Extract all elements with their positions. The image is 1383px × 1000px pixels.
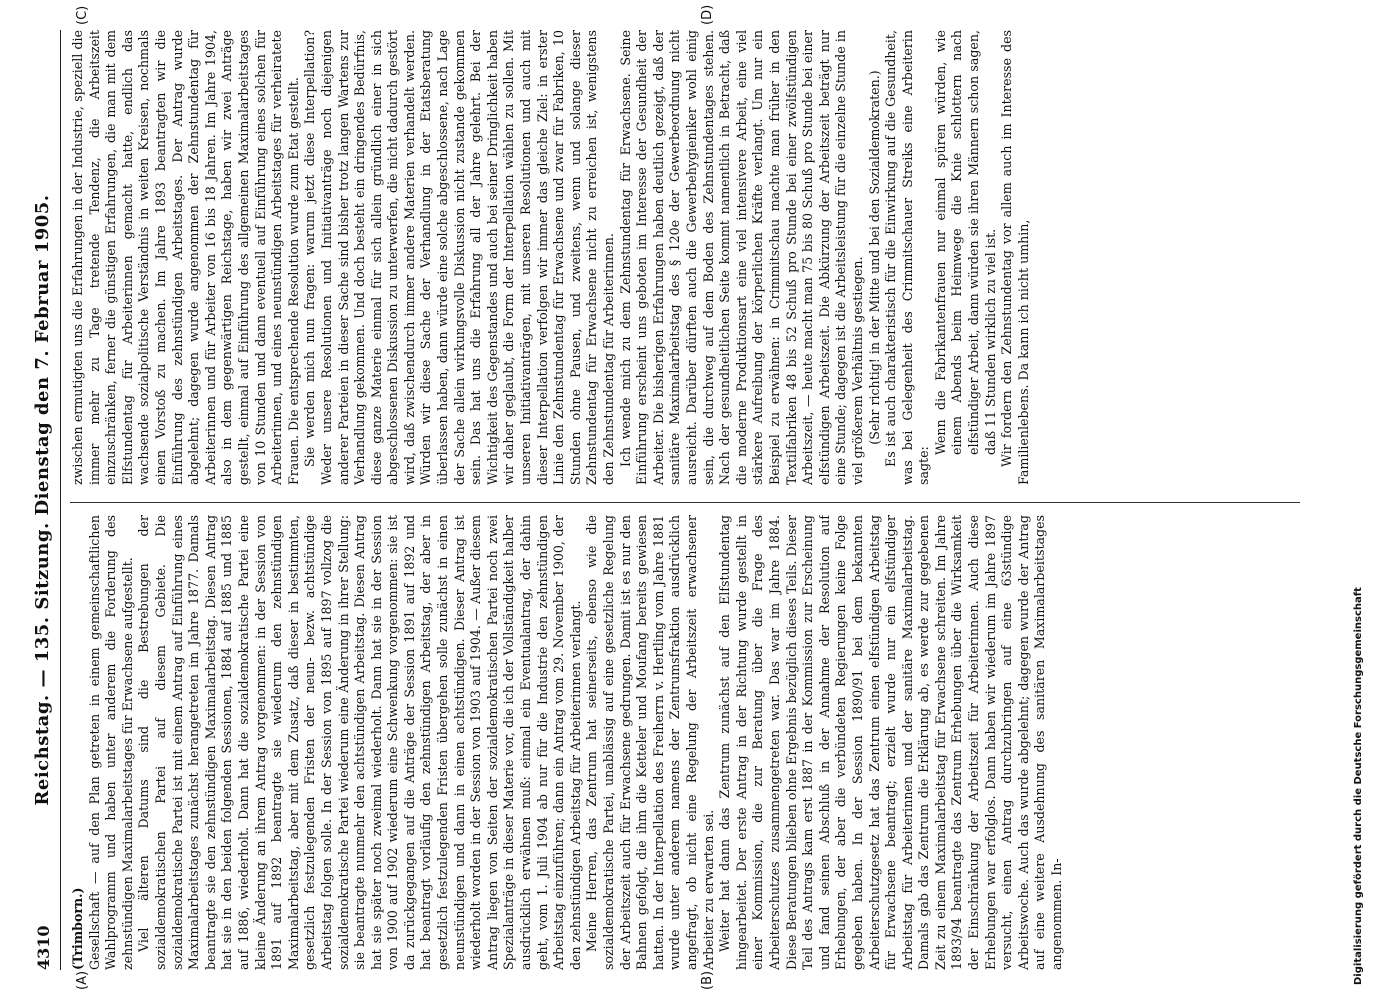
paragraph: zwischen ermutigten uns die Erfahrungen in der Industrie, speziell die immer mehr zu Tage tretende Tendenz, die Arbeitszeit einzuschränken, ferner die günstigen Erfahrungen, die man mit dem Elfstundentag für Arbeiterinnen gemacht hatte, endlich das wachsende sozialpolitische Verständnis in weiten Kreisen, nochmals einen Vorstoß zu machen. Im Jahre 1893 beantragten wir die Einführung des zehnstündigen Arbeitstages. Der Antrag wurde abgelehnt; dagegen wurde angenommen der Zehnstundentag für Arbeiterinnen und für Arbeiter von 16 bis 18 Jahren. Im Jahre 1904, also in dem gegenwärtigen Reichstage, haben wir zwei Anträge gestellt, einmal auf Einführung des allgemeinen Maximalarbeitstages von 10 Stunden und dann eventuell auf Einführung eines solchen für Arbeiterinnen, und eines neunstündigen Arbeitstages für verheiratete Frauen. Die entsprechende Resolution wurde zum Etat gestellt. <box>70 30 301 485</box>
margin-marker-d: (D) <box>700 4 715 25</box>
paragraph: Es ist auch charakteristisch für die Einwirkung auf die Gesundheit, was bei Gelegenheit des Crimmitschauer Streiks eine Arbeiterin sagte: <box>883 30 932 485</box>
page-title: Reichstag. — 135. Sitzung. Dienstag den 7. Februar 1905. <box>32 194 53 806</box>
page-number: 4310 <box>34 925 53 970</box>
credit-sidebar <box>1348 0 1383 1000</box>
paragraph: Ich wende mich zu dem Zehnstundentag für Erwachsene. Seine Einführung erscheint uns geboten im Interesse der Gesundheit der Arbeiter. Die bisherigen Erfahrungen haben deutlich gezeigt, daß der sanitäre Maximalarbeitstag des § 120e der Gewerbeordnung nicht ausreicht. Darüber dürften auch die Gewerbehygieniker wohl einig sein, die durchweg auf dem Boden des Zehnstundentages stehen. Nach der gesundheitlichen Seite kommt namentlich in Betracht, daß die moderne Produktionsart eine viel intensivere Arbeit, eine viel stärkere Aufreibung der körperlichen Kräfte verlangt. Um nur ein Beispiel zu erwähnen: in Crimmitschau machte man früher in den Textilfabriken 48 bis 52 Schuß pro Stunde bei einer zwölfstündigen Arbeitszeit, — heute macht man 75 bis 80 Schuß pro Stunde bei einer elfstündigen Arbeitszeit. Die Abkürzung der Arbeitszeit beträgt nur eine Stunde; dagegen ist die Arbeitsleistung für die einzelne Stunde in viel größerem Verhältnis gestiegen. <box>617 30 865 485</box>
paragraph: Wir fordern den Zehnstundentag vor allem auch im Interesse des Familienlebens. Da kann ich nicht umhin, <box>999 30 1031 485</box>
margin-marker-c: (C) <box>75 5 90 25</box>
paragraph: Meine Herren, das Zentrum hat seinerseits, ebenso wie die sozialdemokratische Partei, unablässig auf eine gesetzliche Regelung der Arbeitszeit auch für Erwachsene gedrungen. Damit ist es nur den Bahnen gefolgt, die ihm die Ketteler und Moufang bereits gewiesen hatten. In der Interpellation des Freiherrn v. Hertling vom Jahre 1881 wurde unter anderem namens der Zentrumsfraktion ausdrücklich angefragt, ob nicht eine Regelung der Arbeitszeit erwachsener Arbeiter zu erwarten sei. <box>584 515 716 970</box>
digitization-credit: Digitalisierung gefördert durch die Deutsche Forschungsgemeinschaft <box>1353 587 1364 985</box>
paragraph: Gesellschaft — auf den Plan getreten in einem gemeinschaftlichen Wahlprogramm und haben unter anderem die Forderung des zehnstündigen Maximalarbeitstages für Erwachsene aufgestellt. <box>86 515 135 970</box>
right-column <box>70 30 1300 485</box>
margin-marker-b: (B) <box>700 970 715 990</box>
left-column <box>70 515 1300 970</box>
paragraph: Viel älteren Datums sind die Bestrebungen der sozialdemokratischen Partei auf diesem Gebiete. Die sozialdemokratische Partei ist mit einem Antrag auf Einführung eines Maximalarbeitstages zunächst herangetreten im Jahre 1877. Damals beantragte sie den zehnstündigen Maximalarbeitstag. Diesen Antrag hat sie in den beiden folgenden Sessionen, 1884 auf 1885 und 1885 auf 1886, wiederholt. Dann hat die sozialdemokratische Partei eine kleine Änderung an ihrem Antrag vorgenommen: in der Session von 1891 auf 1892 beantragte sie wiederum den zehnstündigen Maximalarbeitstag, aber mit dem Zusatz, daß dieser in bestimmten, gesetzlich festzulegenden Fristen der neun- bezw. achtstündige Arbeitstag folgen solle. In der Session von 1895 auf 1897 vollzog die sozialdemokratische Partei wiederum eine Änderung in ihrer Stellung: sie beantragte nunmehr den achtstündigen Arbeitstag. Diesen Antrag hat sie später noch zweimal wiederholt. Dann hat sie in der Session von 1900 auf 1902 wiederum eine Schwenkung vorgenommen: sie ist da zurückgegangen auf die Anträge der Session 1891 auf 1892 und hat beantragt vorläufig den zehnstündigen Arbeitstag, der aber in gesetzlich festzulegenden Fristen übergehen solle zunächst in einen neunstündigen und dann in einen achtstündigen. Dieser Antrag ist wiederholt worden in der Session von 1903 auf 1904. — Außer diesem Antrag liegen von Seiten der sozialdemokratischen Partei noch zwei Spezialanträge in dieser Materie vor, die ich der Vollständigkeit halber ausdrücklich erwähnen muß: einmal ein Eventualantrag, der dahin geht, vom 1. Juli 1904 ab nur für die Industrie den zehnstündigen Arbeitstag einzuführen; dann ein Antrag vom 29. November 1900, der den zehnstündigen Arbeitstag für Arbeiterinnen verlangt. <box>136 515 583 970</box>
interjection: (Sehr richtig! in der Mitte und bei den Sozialdemokraten.) <box>866 70 882 445</box>
quotation: Wenn die Fabrikantenfrauen nur einmal spüren würden, wie einem Abends beim Heimwege die Knie schlottern nach elfstündiger Arbeit, dann würden sie ihren Männern schon sagen, daß 11 Stunden wirklich zu viel ist. <box>932 30 998 455</box>
speaker-name: (Trimborn.) <box>70 887 85 970</box>
margin-marker-a: (A) <box>75 970 90 990</box>
page-header <box>28 30 61 970</box>
paragraph: Weiter hat dann das Zentrum zunächst auf den Elfstundentag hingearbeitet. Der erste Antrag in der Richtung wurde gestellt in einer Kommission, die zur Beratung über die Frage des Arbeiterschutzes zusammengetreten war. Das war im Jahre 1884. Diese Beratungen blieben ohne Ergebnis bezüglich dieses Teils. Dieser Teil des Antrags kam erst 1887 in der Kommission zur Erscheinung und fand seinen Abschluß in der Annahme der Resolution auf Erhebungen, der aber die verbündeten Regierungen keine Folge gegeben haben. In der Session 1890/91 bei dem bekannten Arbeiterschutzgesetz hat das Zentrum einen elfstündigen Arbeitstag für Erwachsene beantragt; erzielt wurde nur ein elfstündiger Arbeitstag für Arbeiterinnen und der sanitäre Maximalarbeitstag. Damals gab das Zentrum die Erklärung ab, es werde zur gegebenen Zeit zu einem Maximalarbeitstag für Erwachsene schreiten. Im Jahre 1893/94 beantragte das Zentrum Erhebungen über die Wirksamkeit der Einschränkung der Arbeitszeit für Arbeiterinnen. Auch diese Erhebungen war erfolglos. Dann haben wir wiederum im Jahre 1897 versucht, einen Antrag durchzubringen auf eine 63stündige Arbeitswoche. Auch das wurde abgelehnt; dagegen wurde der Antrag auf eine weitere Ausdehnung des sanitären Maximalarbeitstages angenommen. In- <box>717 515 1065 970</box>
column-divider <box>70 502 1300 503</box>
paragraph: Sie werden mich nun fragen: warum jetzt diese Interpellation? Weder unsere Resolutionen und Initiativanträge noch diejenigen anderer Parteien in dieser Sache sind bisher trotz langen Wartens zur Verhandlung gekommen. Und doch besteht ein dringendes Bedürfnis, diese ganze Materie einmal für sich allein gründlich einer in sich abgeschlossenen Diskussion zu unterwerfen, die nicht dadurch gestört wird, daß zwischendurch immer andere Materien verhandelt werden. Würden wir diese Sache der Verhandlung in der Etatsberatung überlassen haben, dann würde eine solche abgeschlossene, nach Lage der Sache allein wirkungsvolle Diskussion nicht zustande gekommen sein. Das hat uns die Erfahrung all der Jahre gelehrt. Bei der Wichtigkeit des Gegenstandes und auch bei seiner Dringlichkeit haben wir daher geglaubt, die Form der Interpellation wählen zu sollen. Mit unseren Initiativanträgen, mit unseren Resolutionen und auch mit dieser Interpellation verfolgen wir immer das gleiche Ziel: in erster Linie den Zehnstundentag für Erwachsene und zwar für Fabriken, 10 Stunden ohne Pausen, und zweitens, wenn und solange dieser Zehnstundentag für Erwachsene nicht zu erreichen ist, wenigstens den Zehnstundentag für Arbeiterinnen. <box>302 30 616 485</box>
